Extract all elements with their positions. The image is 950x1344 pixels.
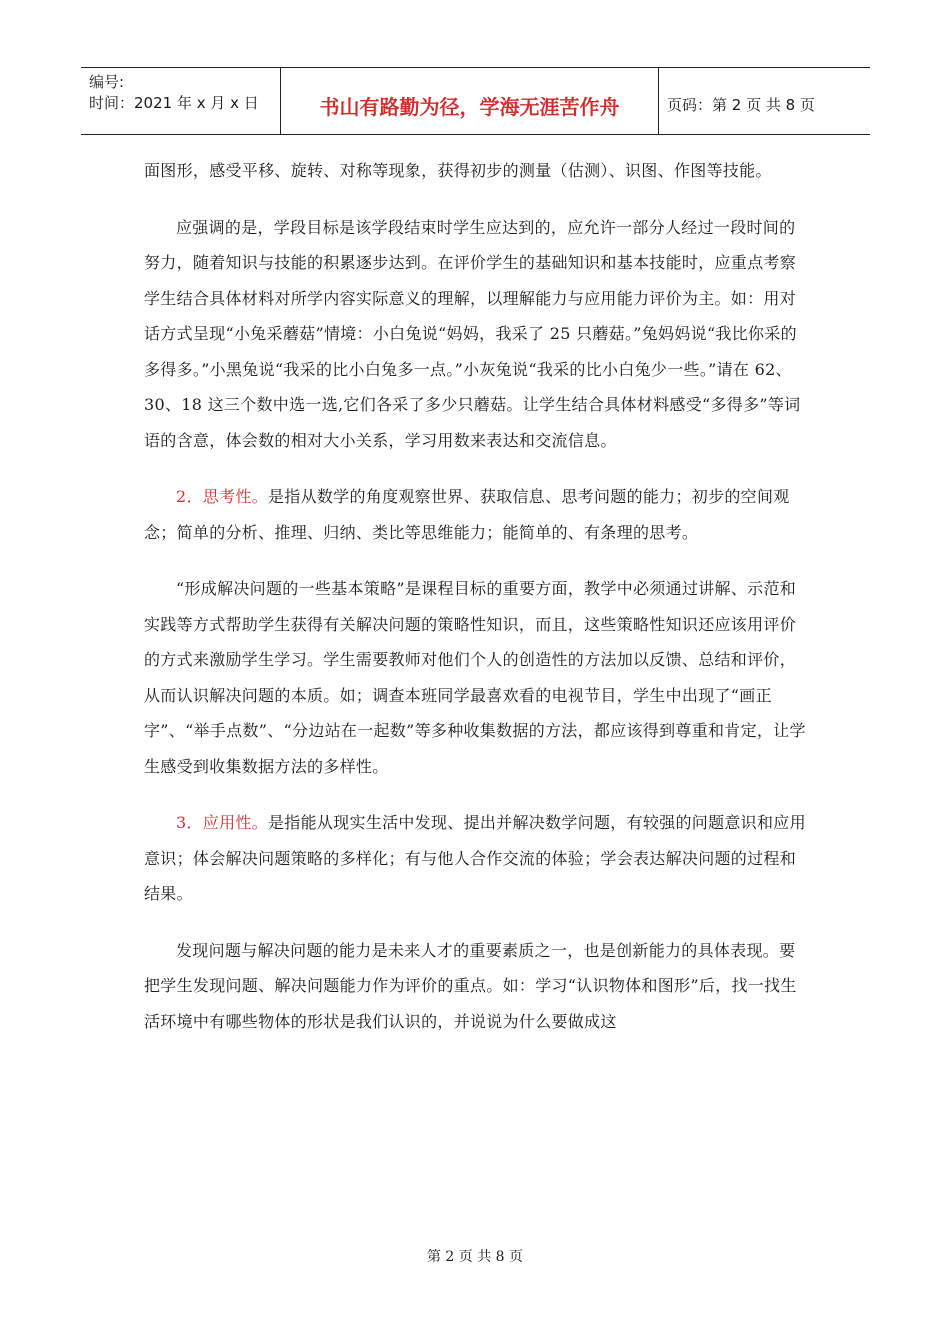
paragraph-text: 应强调的是，学段目标是该学段结束时学生应达到的，应允许一部分人经过一段时间的努力，随着知识与技能的积累逐步达到。在评价学生的基础知识和基本技能时，应重点考察学生结合具体材料对所学内容实际意义的理解，以理解能力与应用能力评价为主。如：用对话方式呈现“小兔采蘑菇”情境：小白兔说“妈妈，我采了 25 只蘑菇。”兔妈妈说“我比你采的多得多。”小黑兔说“我采的比小白兔多一点。”小灰兔说“我采的比小白兔少一些。”请在 62、30、18 这三个数中选一选,它们各采了多少只蘑菇。让学生结合具体材料感受“多得多”等词语的含意，体会数的相对大小关系，学习用数来表达和交流信息。 [144, 217, 801, 450]
paragraph-text: 发现问题与解决问题的能力是未来人才的重要素质之一，也是创新能力的具体表现。要把学生发现问题、解决问题能力作为评价的重点。如：学习“认识物体和图形”后，找一找生活环境中有哪些物体的形状是我们认识的，并说说为什么要做成这 [144, 940, 797, 1031]
paragraph [144, 571, 806, 784]
section-heading: 2．思考性。 [176, 487, 268, 506]
header-meta-cell [81, 68, 281, 134]
paragraph-text: 面图形，感受平移、旋转、对称等现象，获得初步的测量（估测）、识图、作图等技能。 [144, 161, 772, 180]
document-header [81, 67, 870, 135]
page-footer: 第 2 页 共 8 页 [426, 1249, 524, 1265]
header-motto-cell [281, 68, 659, 134]
paragraph-text: “形成解决问题的一些基本策略”是课程目标的重要方面，教学中必须通过讲解、示范和实践等方式帮助学生获得有关解决问题的策略性知识，而且，这些策略性知识还应该用评价的方式来激励学生学习。学生需要教师对他们个人的创造性的方法加以反馈、总结和评价，从而认识解决问题的本质。如；调查本班同学最喜欢看的电视节目，学生中出现了“画正字”、“举手点数”、“分边站在一起数”等多种收集数据的方法，都应该得到尊重和肯定，让学生感受到收集数据方法的多样性。 [144, 579, 806, 776]
motto-text: 书山有路勤为径，学海无涯苦作舟 [319, 95, 620, 119]
header-page-cell [659, 68, 870, 134]
paragraph-application [144, 805, 806, 912]
serial-number-label: 编号: [89, 73, 125, 91]
paragraph-text: 是指从数学的角度观察世界、获取信息、思考问题的能力；初步的空间观念；简单的分析、推理、归纳、类比等思维能力；能简单的、有条理的思考。 [144, 487, 790, 542]
paragraph-thinking [144, 479, 806, 550]
page-info: 页码：第 2 页 共 8 页 [667, 96, 815, 114]
document-body [144, 153, 806, 1060]
section-heading: 3．应用性。 [176, 813, 268, 832]
paragraph-text: 是指能从现实生活中发现、提出并解决数学问题，有较强的问题意识和应用意识；体会解决问题策略的多样化；有与他人合作交流的体验；学会表达解决问题的过程和结果。 [144, 813, 806, 903]
paragraph [144, 210, 806, 459]
paragraph-continuation [144, 153, 806, 189]
date-line: 时间：2021 年 x 月 x 日 [89, 94, 259, 112]
paragraph [144, 933, 806, 1040]
